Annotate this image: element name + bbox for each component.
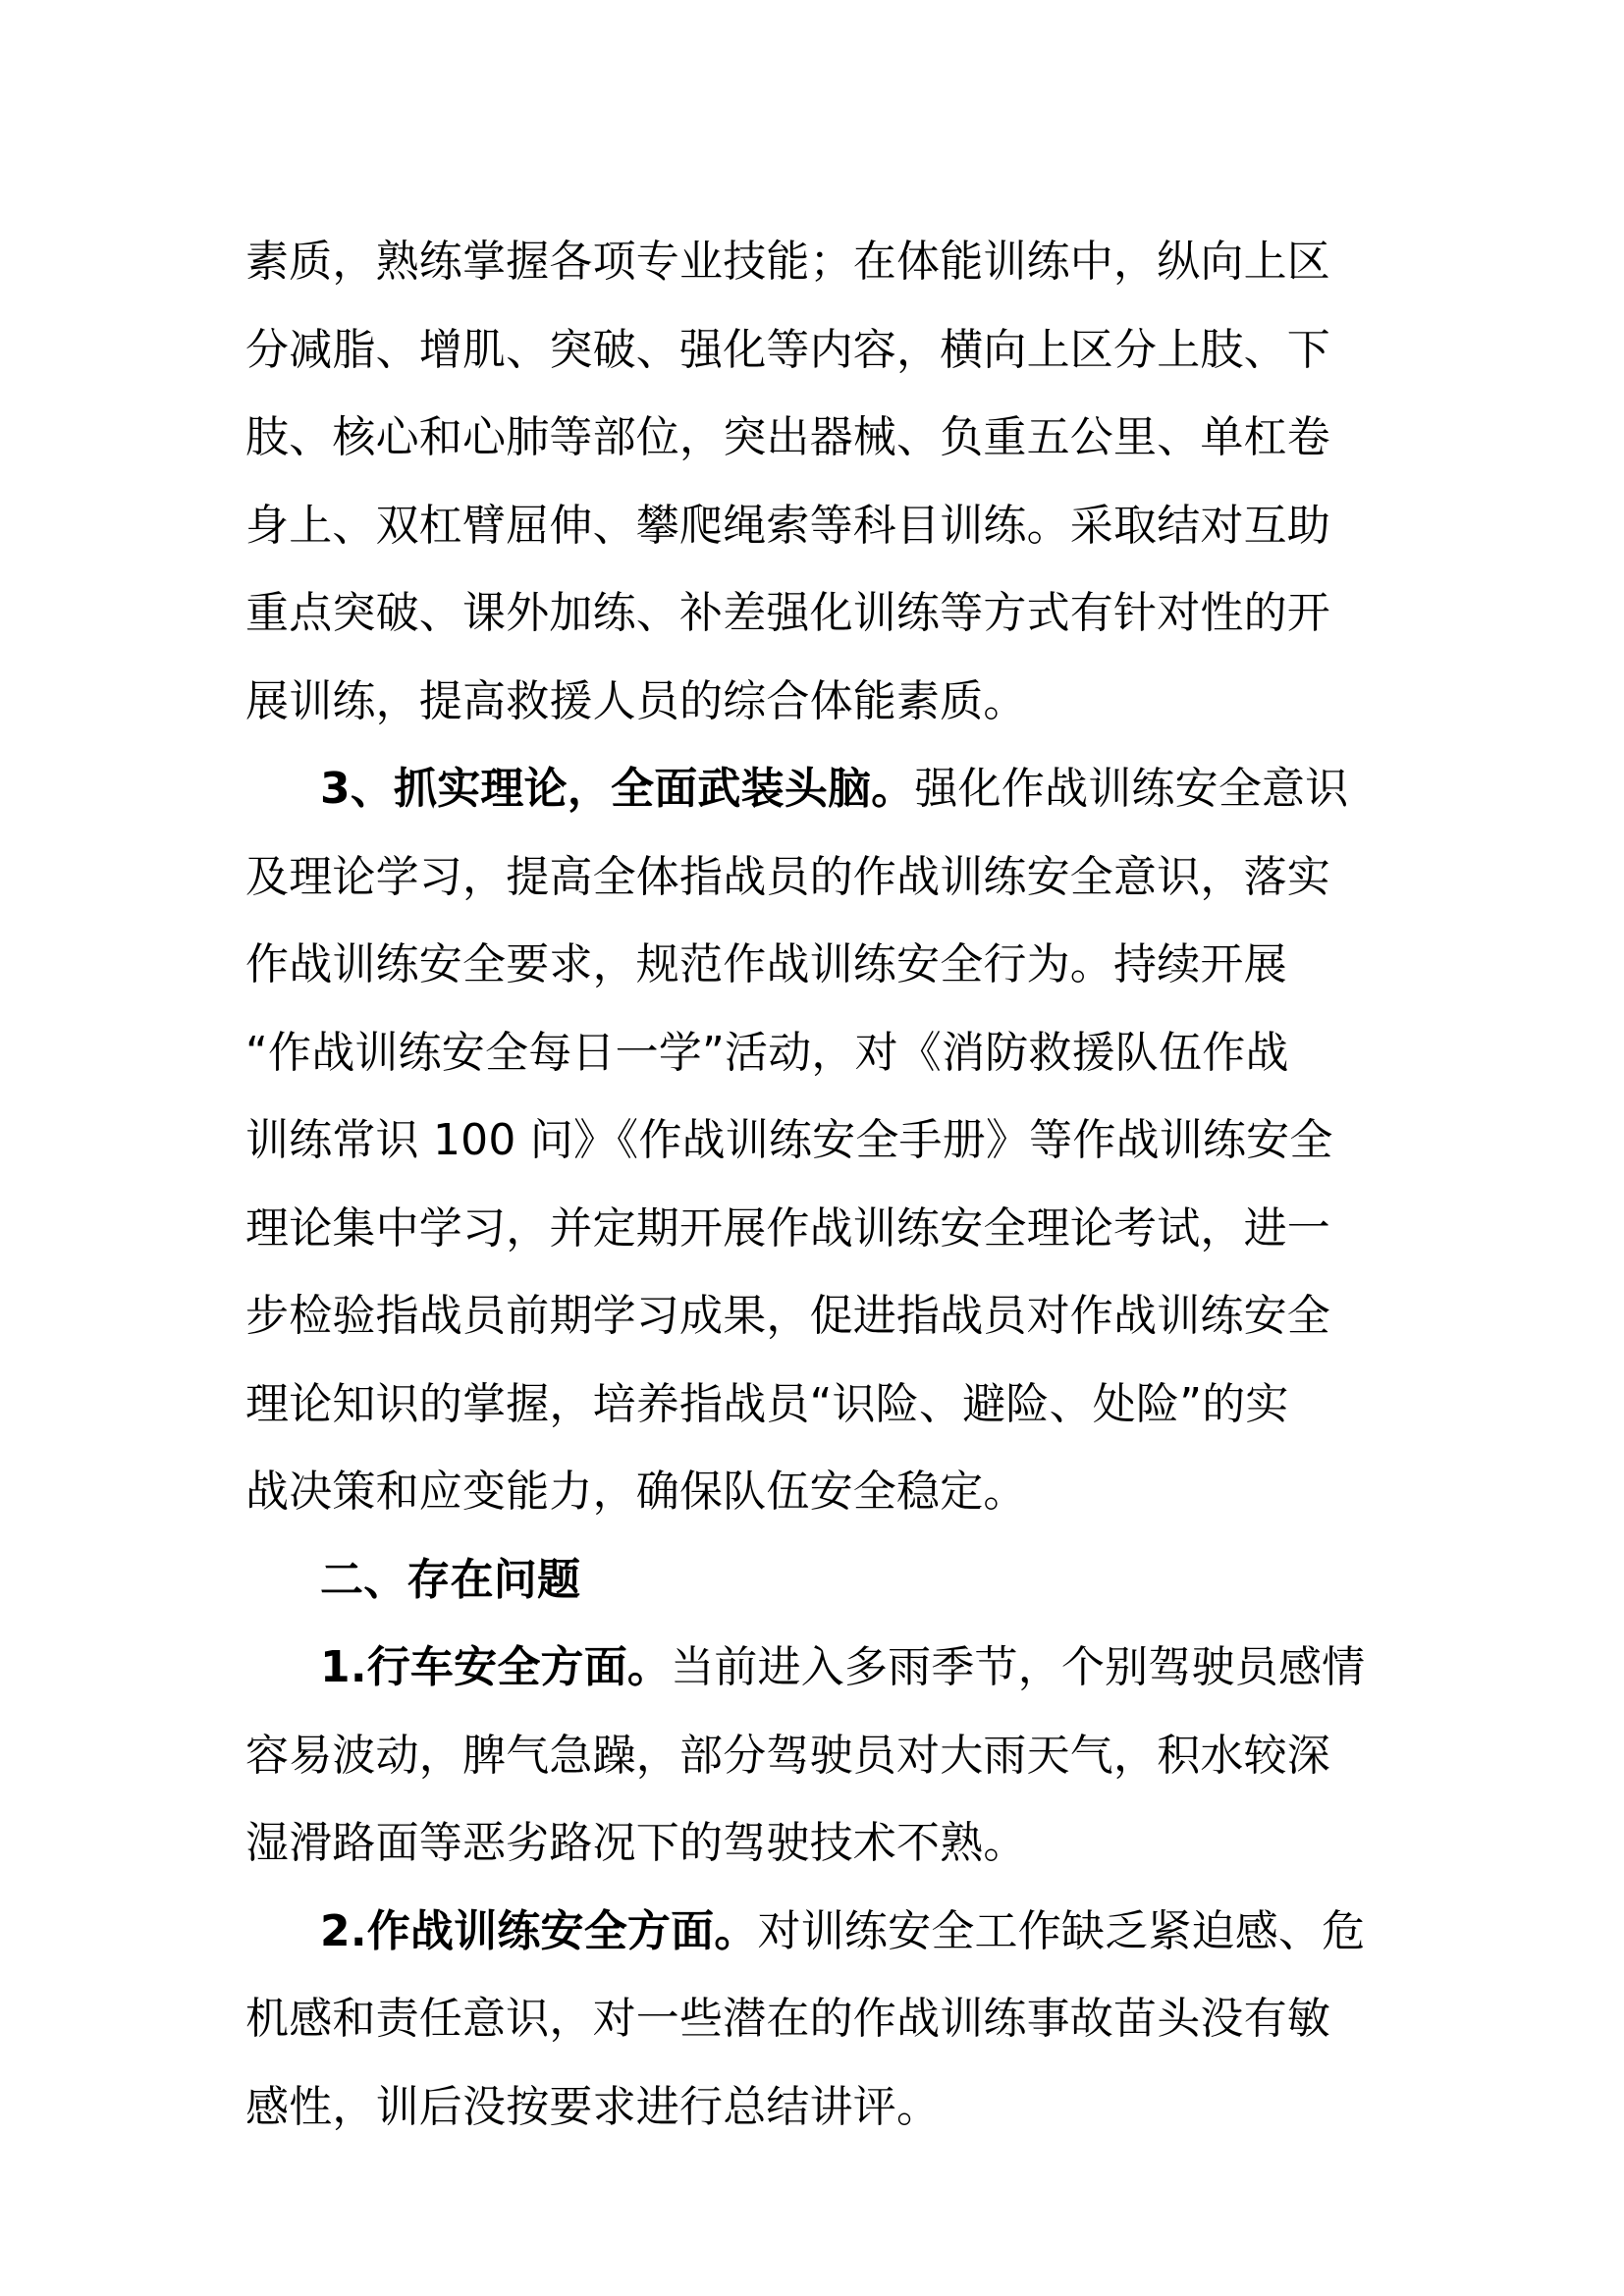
line-text: 理论知识的掌握，培养指战员“识险、避险、处险”的实 [245,1378,1289,1429]
body-line [245,1975,1394,2063]
document-body [245,218,1394,2151]
subheading-driving-safety [245,1624,1394,1712]
line-text: 身上、双杠臂屈伸、攀爬绳索等科目训练。采取结对互助 [245,500,1330,551]
line-text: 湿滑路面等恶劣路况下的驾驶技术不熟。 [245,1818,1027,1868]
line-text: 容易波动，脾气急躁，部分驾驶员对大雨天气，积水较深 [245,1730,1330,1781]
line-text: 训练常识 100 问》《作战训练安全手册》等作战训练安全 [245,1115,1333,1165]
line-text: 对训练安全工作缺乏紧迫感、危 [757,1905,1366,1956]
body-line [245,1799,1394,1888]
line-text: 分减脂、增肌、突破、强化等内容，横向上区分上肢、下 [245,324,1330,375]
body-line [245,921,1394,1009]
body-line [245,1448,1394,1536]
body-line [245,218,1394,306]
line-text: 步检验指战员前期学习成果，促进指战员对作战训练安全 [245,1291,1330,1341]
line-text: 强化作战训练安全意识 [914,764,1349,814]
line-text: 素质，熟练掌握各项专业技能；在体能训练中，纵向上区 [245,237,1330,287]
line-text: 肢、核心和心肺等部位，突出器械、负重五公里、单杠卷 [245,412,1330,462]
body-line [245,482,1394,570]
line-text: “作战训练安全每日一学”活动，对《消防救援队伍作战 [245,1027,1289,1078]
line-lead: 2.作战训练安全方面。 [320,1905,758,1956]
body-line [245,569,1394,658]
line-text: 及理论学习，提高全体指战员的作战训练安全意识，落实 [245,851,1330,902]
body-line [245,1096,1394,1185]
subheading-training-safety [245,1888,1394,1976]
body-line [245,394,1394,482]
body-line [245,1009,1394,1097]
body-line [245,658,1394,746]
line-lead: 3、抓实理论，全面武装头脑。 [320,764,915,814]
section-heading-theory [245,745,1394,833]
line-text: 展训练，提高救援人员的综合体能素质。 [245,675,1027,726]
body-line [245,833,1394,922]
body-line [245,1712,1394,1800]
body-line [245,1185,1394,1273]
line-lead: 1.行车安全方面。 [320,1642,672,1692]
section-heading-problems [245,1536,1394,1625]
body-line [245,2063,1394,2152]
body-line [245,1272,1394,1361]
line-text: 理论集中学习，并定期开展作战训练安全理论考试，进一 [245,1202,1330,1254]
line-text: 战决策和应变能力，确保队伍安全稳定。 [245,1467,1027,1517]
line-text: 当前进入多雨季节，个别驾驶员感情 [671,1642,1366,1692]
body-line [245,1361,1394,1449]
line-lead: 二、存在问题 [320,1554,581,1605]
body-line [245,306,1394,395]
line-text: 感性，训后没按要求进行总结讲评。 [245,2081,941,2132]
line-text: 机感和责任意识，对一些潜在的作战训练事故苗头没有敏 [245,1994,1330,2044]
line-text: 重点突破、课外加练、补差强化训练等方式有针对性的开 [245,588,1330,638]
line-text: 作战训练安全要求，规范作战训练安全行为。持续开展 [245,939,1287,989]
